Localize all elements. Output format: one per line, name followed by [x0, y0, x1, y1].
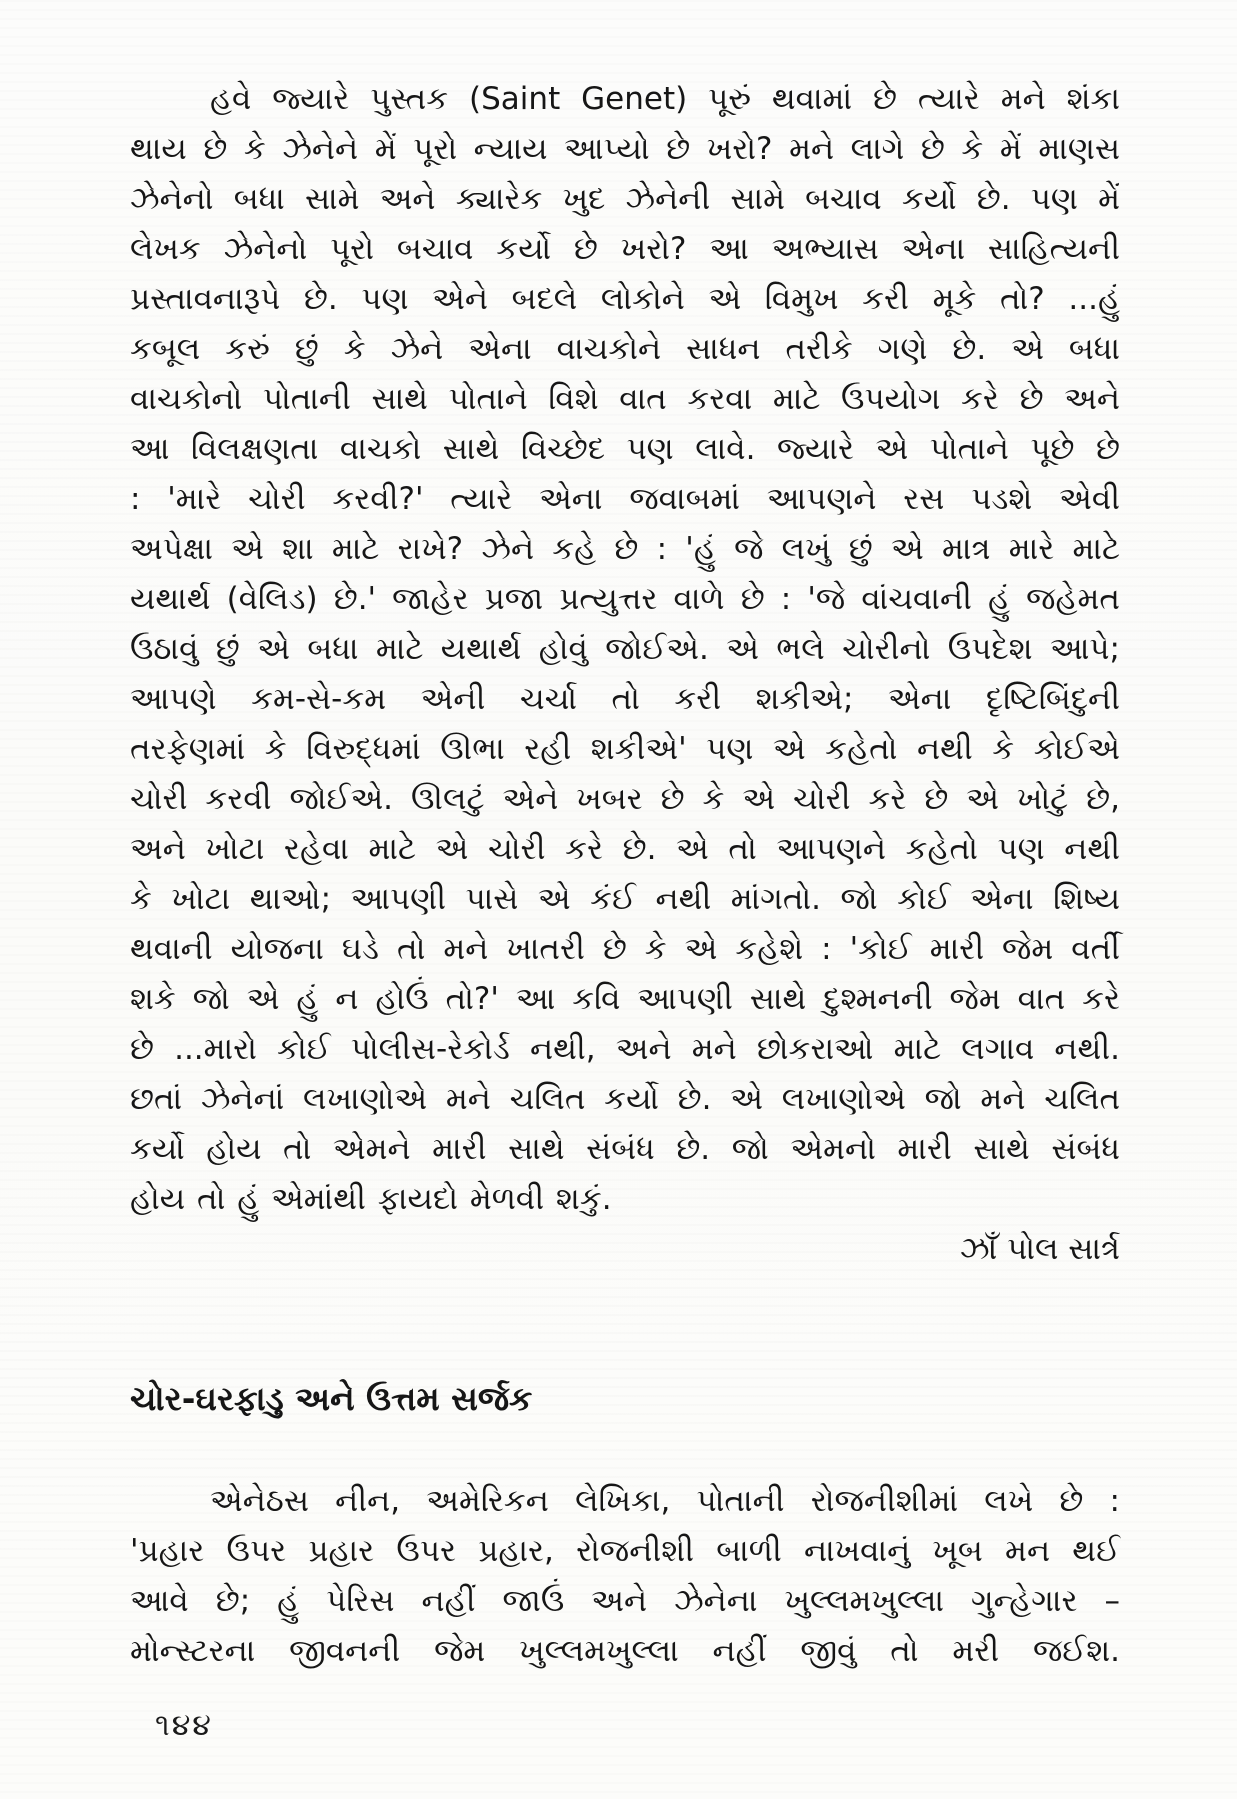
text-line: થવાની યોજના ઘડે તો મને ખાતરી છે કે એ કહેશે : 'કોઈ મારી જેમ વર્તી	[130, 931, 1120, 967]
text-line: : 'મારે ચોરી કરવી?' ત્યારે એના જવાબમાં આપણને રસ પડશે એવી	[130, 481, 1120, 517]
text-line: પ્રસ્તાવનારૂપે છે. પણ એને બદલે લોકોને એ વિમુખ કરી મૂકે તો? ...હું	[130, 281, 1120, 317]
text-line: થાય છે કે ઝેનેને મેં પૂરો ન્યાય આપ્યો છે ખરો? મને લાગે છે કે મેં માણસ	[130, 131, 1120, 167]
text-line: ઉઠાવું છું એ બધા માટે યથાર્થ હોવું જોઈએ. એ ભલે ચોરીનો ઉપદેશ આપે;	[130, 631, 1120, 667]
text-line: કબૂલ કરું છું કે ઝેને એના વાચકોને સાધન તરીકે ગણે છે. એ બધા	[130, 331, 1120, 367]
section-heading: ચોર-ઘરફાડુ અને ઉત્તમ સર્જક	[130, 1379, 533, 1418]
text-line: આ વિલક્ષણતા વાચકો સાથે વિચ્છેદ પણ લાવે. જ્યારે એ પોતાને પૂછે છે	[130, 431, 1120, 467]
text-line: યથાર્થ (વેલિડ) છે.' જાહેર પ્રજા પ્રત્યુત્તર વાળે છે : 'જે વાંચવાની હું જહેમત	[130, 581, 1120, 617]
text-line: લેખક ઝેનેનો પૂરો બચાવ કર્યો છે ખરો? આ અભ્યાસ એના સાહિત્યની	[130, 231, 1120, 267]
page-number: ૧૪૪	[155, 1708, 213, 1743]
text-line: ઝેનેનો બધા સામે અને ક્યારેક ખુદ ઝેનેની સામે બચાવ કર્યો છે. પણ મેં	[130, 181, 1120, 217]
quote-attribution: ઝાઁ પોલ સાર્ત્ર	[960, 1231, 1120, 1267]
text-line: હવે જ્યારે પુસ્તક (Saint Genet) પૂરું થવામાં છે ત્યારે મને શંકા	[210, 81, 1120, 117]
text-line: કે ખોટા થાઓ; આપણી પાસે એ કંઈ નથી માંગતો. જો કોઈ એના શિષ્ય	[130, 881, 1120, 917]
text-line: છે ...મારો કોઈ પોલીસ-રેકોર્ડ નથી, અને મને છોકરાઓ માટે લગાવ નથી.	[130, 1031, 1120, 1067]
text-line: અપેક્ષા એ શા માટે રાખે? ઝેને કહે છે : 'હું જે લખું છું એ માત્ર મારે માટે	[130, 531, 1120, 567]
text-line: વાચકોનો પોતાની સાથે પોતાને વિશે વાત કરવા માટે ઉપયોગ કરે છે અને	[130, 381, 1120, 417]
text-line: હોય તો હું એમાંથી ફાયદો મેળવી શકું.	[130, 1181, 612, 1217]
text-line: કર્યો હોય તો એમને મારી સાથે સંબંધ છે. જો એમનો મારી સાથે સંબંધ	[130, 1131, 1120, 1167]
quote-paragraph	[130, 74, 1120, 1224]
text-line: શકે જો એ હું ન હોઉં તો?' આ કવિ આપણી સાથે દુશ્મનની જેમ વાત કરે	[130, 981, 1120, 1017]
text-line: મોન્સ્ટરના જીવનની જેમ ખુલ્લમખુલ્લા નહીં જીવું તો મરી જઈશ.	[130, 1633, 1120, 1669]
body-paragraph	[130, 1476, 1120, 1676]
text-line: 'પ્રહાર ઉપર પ્રહાર ઉપર પ્રહાર, રોજનીશી બાળી નાખવાનું ખૂબ મન થઈ	[130, 1533, 1120, 1569]
text-block	[130, 74, 1120, 1676]
text-line: આપણે કમ-સે-કમ એની ચર્ચા તો કરી શકીએ; એના દૃષ્ટિબિંદુની	[130, 681, 1120, 717]
text-line: આવે છે; હું પેરિસ નહીં જાઉં અને ઝેનેના ખુલ્લમખુલ્લા ગુન્હેગાર –	[130, 1583, 1120, 1619]
text-line: ચોરી કરવી જોઈએ. ઊલટું એને ખબર છે કે એ ચોરી કરે છે એ ખોટું છે,	[130, 781, 1120, 817]
text-line: એનેઠસ નીન, અમેરિકન લેખિકા, પોતાની રોજનીશીમાં લખે છે :	[210, 1483, 1120, 1519]
text-line: છતાં ઝેનેનાં લખાણોએ મને ચલિત કર્યો છે. એ લખાણોએ જો મને ચલિત	[130, 1081, 1120, 1117]
text-line: તરફેણમાં કે વિરુદ્ધમાં ઊભા રહી શકીએ' પણ એ કહેતો નથી કે કોઈએ	[130, 731, 1120, 767]
text-line: અને ખોટા રહેવા માટે એ ચોરી કરે છે. એ તો આપણને કહેતો પણ નથી	[130, 831, 1120, 867]
